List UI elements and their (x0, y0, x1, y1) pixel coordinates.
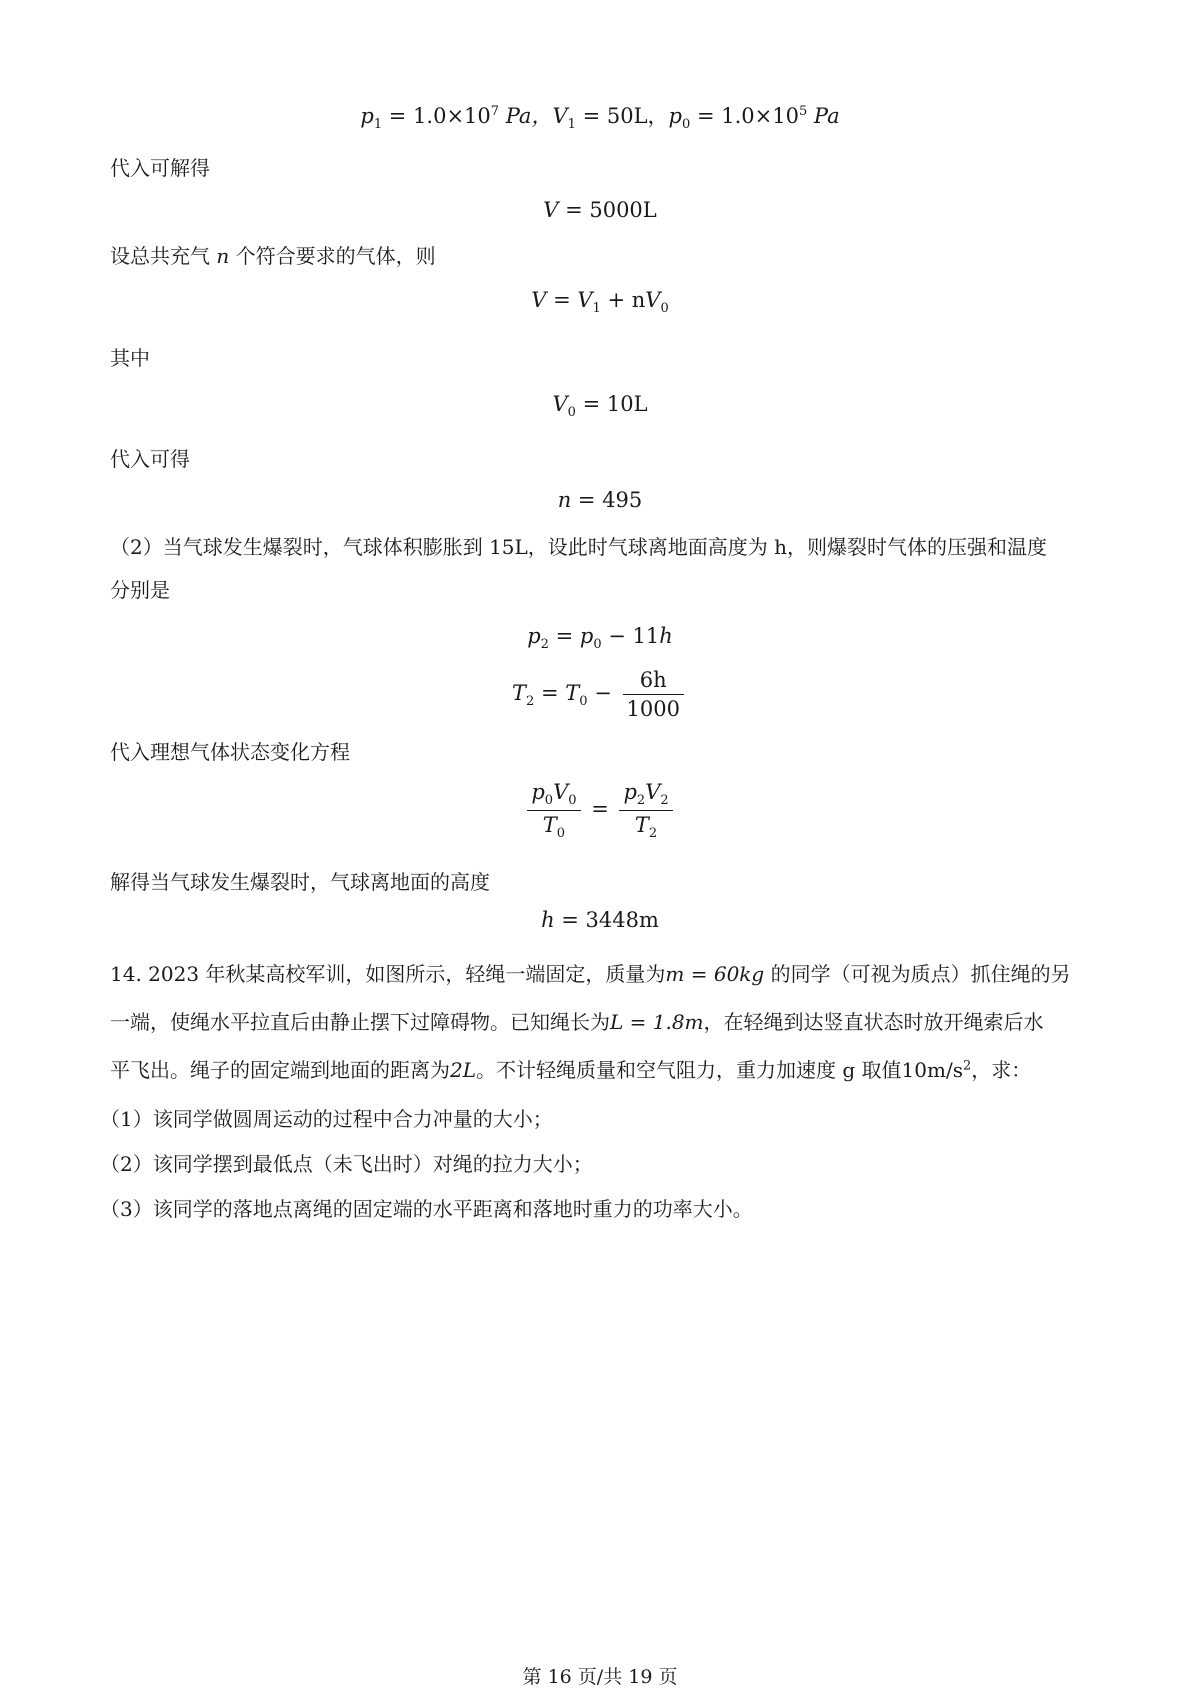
equation-given-values: $p_1 = 1.0\times 10^7$ Pa，$V_1 = 50L$，$p_0 = 1.0\times 10^5$ Pa (360, 104, 840, 133)
equation-n: n = 495 (557, 488, 643, 512)
equation-v-total: V = 5000L (543, 198, 657, 222)
problem14-line1: 14. 2023 年秋某高校军训，如图所示，轻绳一端固定，质量为m = 60kg 的同学（可视为质点）抓住绳的另 (110, 962, 1071, 986)
fraction-p2v2-over-t2: $\frac{p_2V_2}{T_2}$ (619, 780, 672, 841)
equation-ideal-gas: $\frac{p_0V_0}{T_0}$ = $\frac{p_2V_2}{T_2}$ (0, 780, 1200, 841)
problem14-question3: （3）该同学的落地点离绳的固定端的水平距离和落地时重力的功率大小。 (100, 1197, 753, 1221)
equation-p2: $p_2 = p_0 - 11h$ (527, 624, 673, 653)
text-qizhong: 其中 (110, 346, 150, 370)
equation-v-sum: $V = V_1 + nV_0$ (531, 288, 669, 317)
page-footer: 第 16 页/共 19 页 (522, 1666, 678, 1688)
problem14-question1: （1）该同学做圆周运动的过程中合力冲量的大小； (100, 1107, 553, 1131)
equation-t2: $T_2 = T_0$ − $\frac{6h}{1000}$ (0, 668, 1200, 721)
text-ideal-gas-equation: 代入理想气体状态变化方程 (110, 740, 350, 764)
text-dairu-kejiede: 代入可解得 (110, 156, 210, 180)
problem14-line3: 平飞出。绳子的固定端到地面的距离为2L。不计轻绳质量和空气阻力，重力加速度 g 取值$10m/s^2$，求： (110, 1058, 1032, 1082)
fraction-6h-over-1000: $\frac{6h}{1000}$ (623, 668, 684, 721)
problem14-line2: 一端，使绳水平拉直后由静止摆下过障碍物。已知绳长为L = 1.8m，在轻绳到达竖直状态时放开绳索后水 (110, 1010, 1044, 1034)
text-jiede-gaodu: 解得当气球发生爆裂时，气球离地面的高度 (110, 870, 490, 894)
text-part2-line2: 分别是 (110, 578, 170, 602)
text-she-zong-chongqi: 设总共充气 n 个符合要求的气体，则 (110, 244, 436, 268)
problem14-question2: （2）该同学摆到最低点（未飞出时）对绳的拉力大小； (100, 1152, 593, 1176)
equation-h: h = 3448m (541, 908, 659, 932)
text-part2-line1: （2）当气球发生爆裂时，气球体积膨胀到 15L，设此时气球离地面高度为 h，则爆裂时气体的压强和温度 (110, 535, 1048, 559)
text-dairu-kede: 代入可得 (110, 447, 190, 471)
fraction-p0v0-over-t0: $\frac{p_0V_0}{T_0}$ (527, 780, 580, 841)
equation-v0: $V_0 = 10L$ (552, 392, 648, 421)
